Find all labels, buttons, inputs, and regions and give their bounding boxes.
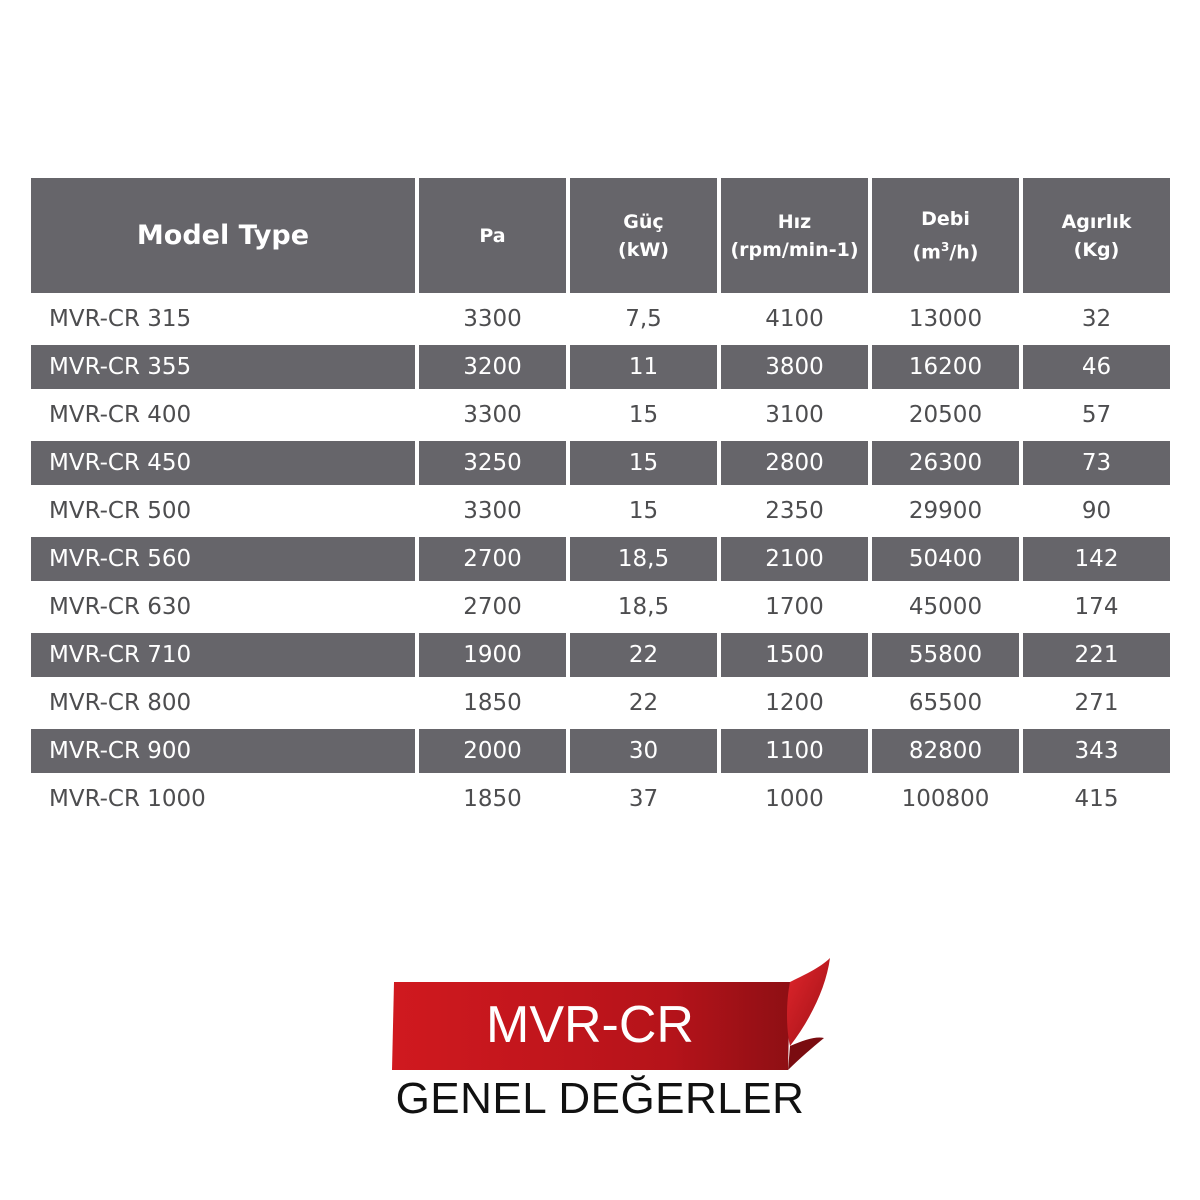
table-body [31,295,1170,823]
cell-pa: 2700 [419,535,566,583]
cell-guc: 37 [570,775,717,823]
cell-pa: 2700 [419,583,566,631]
cell-debi: 29900 [872,487,1019,535]
cell-debi: 16200 [872,343,1019,391]
cell-hiz: 1200 [721,679,868,727]
cell-pa: 3200 [419,343,566,391]
cell-model: MVR-CR 1000 [31,775,415,823]
table-row [31,631,1170,679]
cell-hiz: 2800 [721,439,868,487]
cell-debi: 13000 [872,295,1019,343]
cell-hiz: 1700 [721,583,868,631]
cell-model: MVR-CR 560 [31,535,415,583]
cell-guc: 22 [570,631,717,679]
cell-agirlik: 221 [1023,631,1170,679]
cell-pa: 3300 [419,295,566,343]
cell-hiz: 1100 [721,727,868,775]
cell-hiz: 3800 [721,343,868,391]
banner-title: MVR-CR [486,996,694,1054]
table-row [31,487,1170,535]
cell-pa: 3300 [419,487,566,535]
cell-debi: 100800 [872,775,1019,823]
cell-guc: 15 [570,391,717,439]
header-guc: Güç (kW) [570,178,717,295]
cell-model: MVR-CR 355 [31,343,415,391]
cell-guc: 7,5 [570,295,717,343]
cell-debi: 45000 [872,583,1019,631]
cell-debi: 82800 [872,727,1019,775]
header-model-type: Model Type [31,178,415,295]
cell-agirlik: 32 [1023,295,1170,343]
cell-hiz: 2100 [721,535,868,583]
cell-hiz: 1000 [721,775,868,823]
table-row [31,775,1170,823]
cell-hiz: 4100 [721,295,868,343]
cell-guc: 30 [570,727,717,775]
cell-agirlik: 46 [1023,343,1170,391]
table-row [31,727,1170,775]
cell-pa: 1900 [419,631,566,679]
cell-guc: 15 [570,487,717,535]
cell-pa: 1850 [419,679,566,727]
cell-model: MVR-CR 315 [31,295,415,343]
cell-hiz: 3100 [721,391,868,439]
header-debi: Debi $(m^3/h)$ [872,178,1019,295]
table-row [31,391,1170,439]
cell-debi: 65500 [872,679,1019,727]
cell-agirlik: 57 [1023,391,1170,439]
cell-model: MVR-CR 400 [31,391,415,439]
table-row [31,295,1170,343]
cell-guc: 18,5 [570,535,717,583]
cell-agirlik: 415 [1023,775,1170,823]
cell-agirlik: 73 [1023,439,1170,487]
cell-agirlik: 90 [1023,487,1170,535]
cell-pa: 1850 [419,775,566,823]
cell-debi: 26300 [872,439,1019,487]
cell-agirlik: 174 [1023,583,1170,631]
spec-table [27,178,1174,823]
banner-subtitle: GENEL DEĞERLER [395,1074,805,1123]
cell-agirlik: 142 [1023,535,1170,583]
cell-pa: 3250 [419,439,566,487]
cell-guc: 11 [570,343,717,391]
cell-debi: 20500 [872,391,1019,439]
cell-guc: 22 [570,679,717,727]
cell-guc: 15 [570,439,717,487]
cell-hiz: 1500 [721,631,868,679]
cell-debi: 50400 [872,535,1019,583]
table-row [31,535,1170,583]
table-row [31,439,1170,487]
header-pa: Pa [419,178,566,295]
cell-model: MVR-CR 500 [31,487,415,535]
cell-pa: 3300 [419,391,566,439]
table-header-row [31,178,1170,295]
cell-model: MVR-CR 630 [31,583,415,631]
table-row [31,679,1170,727]
header-hiz: Hız (rpm/min-1) [721,178,868,295]
cell-agirlik: 271 [1023,679,1170,727]
cell-pa: 2000 [419,727,566,775]
cell-model: MVR-CR 800 [31,679,415,727]
cell-model: MVR-CR 710 [31,631,415,679]
cell-guc: 18,5 [570,583,717,631]
header-agirlik: Agırlık (Kg) [1023,178,1170,295]
product-banner [392,958,832,1070]
cell-debi: 55800 [872,631,1019,679]
table-row [31,343,1170,391]
table-row [31,583,1170,631]
cell-hiz: 2350 [721,487,868,535]
cell-agirlik: 343 [1023,727,1170,775]
cell-model: MVR-CR 900 [31,727,415,775]
cell-model: MVR-CR 450 [31,439,415,487]
